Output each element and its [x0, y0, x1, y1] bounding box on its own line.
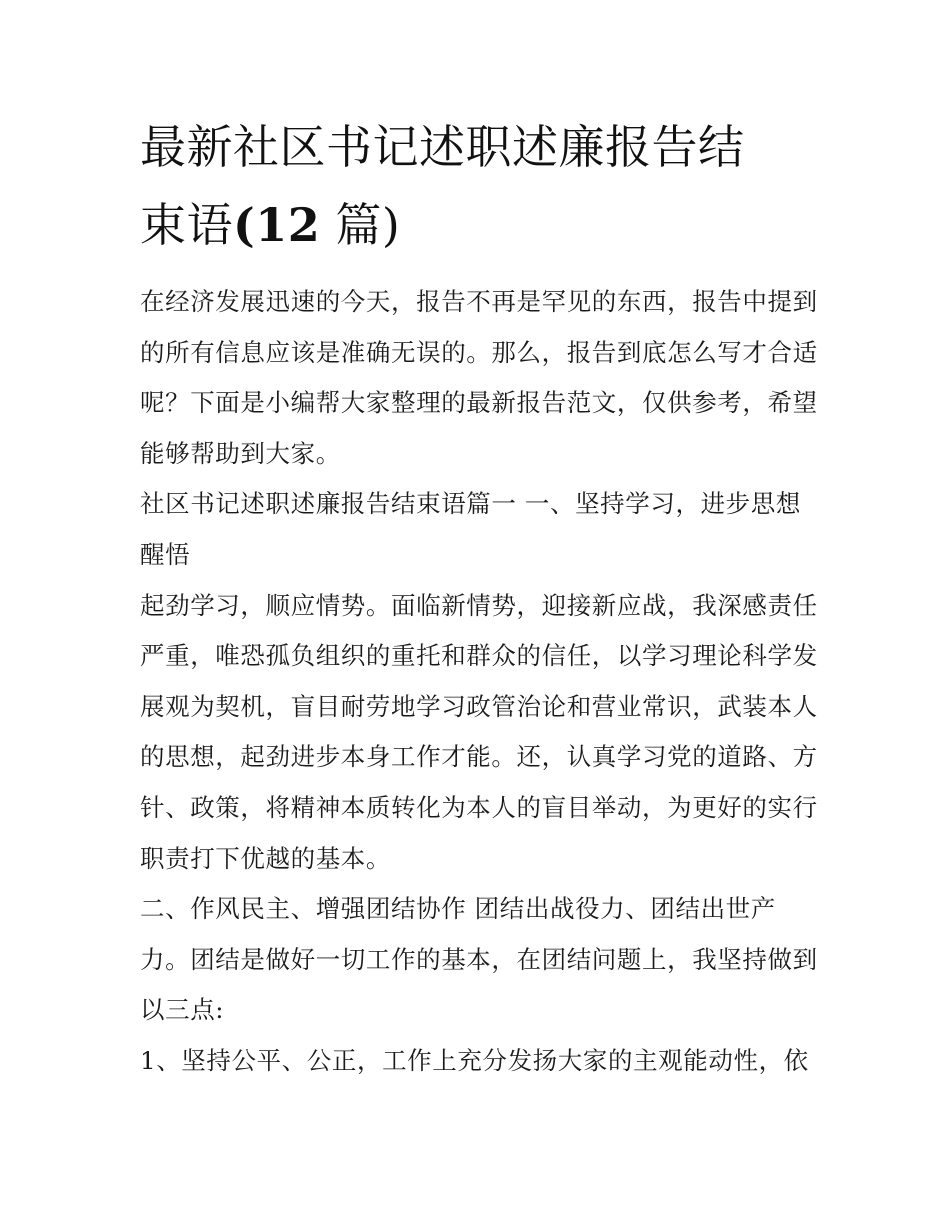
body-line: 严重，唯恐孤负组织的重托和群众的信任，以学习理论科学发	[140, 641, 818, 671]
title-line-2-suffix: 篇)	[335, 198, 401, 252]
document-title	[140, 108, 820, 264]
title-line-2-number: (12	[233, 198, 321, 252]
body-line: 针、政策，将精神本质转化为本人的盲目举动，为更好的实行	[140, 792, 818, 822]
section-heading-line: 二、作风民主、增强团结协作 团结出战役力、团结出世产	[140, 894, 776, 924]
body-line: 在经济发展迅速的今天，报告不再是罕见的东西，报告中提到	[140, 287, 818, 316]
document-body	[140, 277, 830, 1087]
section-heading-line: 社区书记述职述廉报告结束语篇一 一、坚持学习，进步思想	[140, 489, 801, 519]
body-line: 以三点:	[140, 995, 225, 1025]
list-item-line: 1、坚持公平、公正，工作上充分发扬大家的主观能动性，依	[140, 1045, 809, 1075]
body-line: 的所有信息应该是准确无误的。那么，报告到底怎么写才合适	[140, 337, 818, 367]
body-line: 展观为契机，盲目耐劳地学习政管治论和营业常识，武装本人	[140, 691, 818, 721]
body-line: 能够帮助到大家。	[140, 438, 341, 468]
body-line: 职责打下优越的基本。	[140, 843, 391, 873]
body-line: 起劲学习，顺应情势。面临新情势，迎接新应战，我深感责任	[140, 590, 818, 620]
body-line: 力。团结是做好一切工作的基本，在团结问题上，我坚持做到	[140, 944, 818, 974]
section-heading-line: 醒悟	[140, 539, 191, 569]
body-line: 的思想，起劲进步本身工作才能。还，认真学习党的道路、方	[140, 742, 818, 772]
title-line-1: 最新社区书记述职述廉报告结	[140, 120, 745, 174]
title-line-2-prefix: 束语	[140, 198, 233, 252]
body-line: 呢？下面是小编帮大家整理的最新报告范文，仅供参考，希望	[140, 388, 818, 418]
